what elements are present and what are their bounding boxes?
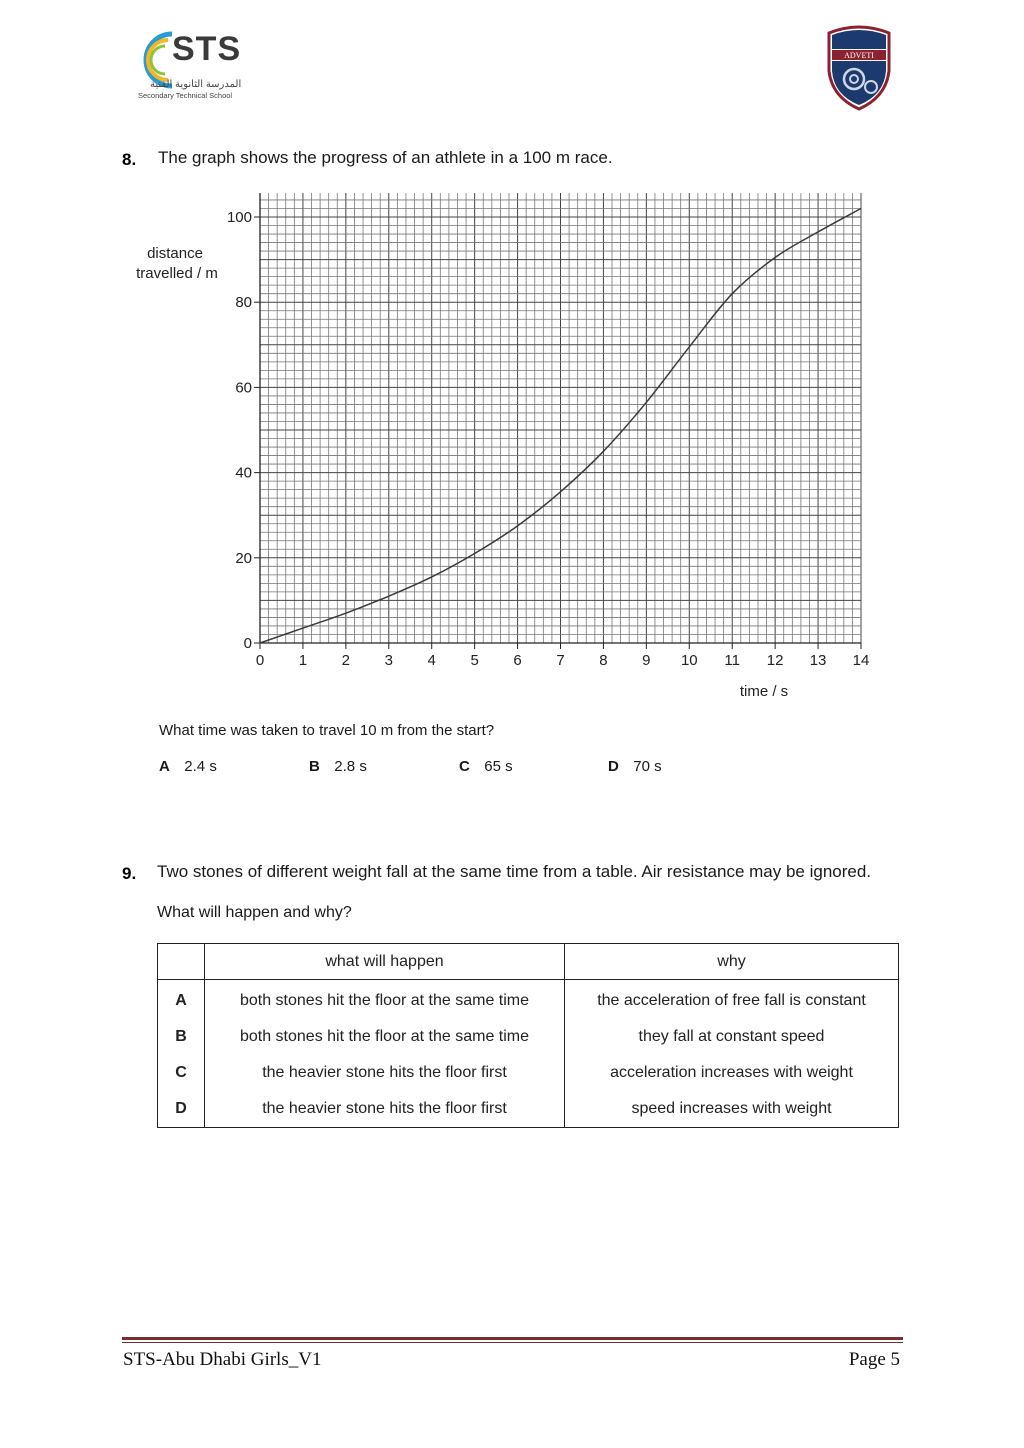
row-happen: the heavier stone hits the floor first (205, 1091, 565, 1128)
x-tick-label: 6 (513, 652, 522, 669)
row-why: the acceleration of free fall is constant (565, 980, 899, 1020)
x-tick-label: 2 (341, 652, 351, 669)
y-axis-label-line1: distance (147, 245, 203, 262)
option-d[interactable] (608, 758, 662, 776)
adveti-logo-icon (824, 25, 894, 111)
option-c-value: 65 s (484, 758, 513, 775)
option-d-letter: D (608, 758, 619, 775)
question-9-table (157, 943, 899, 1128)
row-letter: A (158, 980, 205, 1020)
table-row[interactable] (158, 1055, 899, 1091)
sts-logo-arabic: المدرسة الثانوية الفنية (150, 79, 242, 90)
distance-time-chart (120, 185, 900, 715)
table-row[interactable] (158, 1019, 899, 1055)
row-why: they fall at constant speed (565, 1019, 899, 1055)
x-tick-label: 7 (556, 652, 565, 669)
x-tick-label: 4 (427, 652, 436, 669)
footer-rule-thin (122, 1342, 903, 1343)
row-letter: B (158, 1019, 205, 1055)
option-a-letter: A (159, 758, 170, 775)
y-tick-label: 100 (226, 209, 252, 226)
table-header-letter (158, 944, 205, 980)
table-row[interactable] (158, 980, 899, 1020)
y-axis-label-line2: travelled / m (136, 265, 218, 282)
x-tick-label: 1 (298, 652, 308, 669)
y-tick-label: 80 (235, 294, 252, 312)
question-8-question: What time was taken to travel 10 m from the start? (159, 722, 495, 739)
x-axis-label: time / s (739, 683, 789, 700)
x-tick-label: 5 (470, 652, 479, 669)
page-number: Page 5 (848, 1349, 900, 1370)
row-happen: both stones hit the floor at the same time (205, 980, 565, 1020)
footer-left-text: STS-Abu Dhabi Girls_V1 (123, 1349, 322, 1370)
question-8-number: 8. (122, 150, 137, 169)
row-letter: D (158, 1091, 205, 1128)
option-b-value: 2.8 s (334, 758, 367, 775)
option-b-letter: B (309, 758, 320, 775)
row-happen: the heavier stone hits the floor first (205, 1055, 565, 1091)
table-header-happen: what will happen (205, 944, 565, 980)
row-why: acceleration increases with weight (565, 1055, 899, 1091)
sts-logo-english: Secondary Technical School (138, 91, 233, 100)
row-happen: both stones hit the floor at the same time (205, 1019, 565, 1055)
option-a-value: 2.4 s (184, 758, 217, 775)
row-why: speed increases with weight (565, 1091, 899, 1128)
table-header-why: why (565, 944, 899, 980)
option-c[interactable] (459, 758, 513, 776)
y-tick-label: 20 (235, 549, 252, 567)
x-tick-label: 9 (642, 652, 651, 669)
question-9-number: 9. (122, 864, 137, 883)
y-tick-label: 60 (235, 379, 252, 397)
footer-rule-thick (122, 1337, 903, 1340)
question-8-prompt: The graph shows the progress of an athlete in a 100 m race. (158, 148, 613, 167)
x-tick-label: 13 (809, 652, 827, 669)
option-b[interactable] (309, 758, 367, 776)
adveti-logo-text: ADVETI (844, 51, 874, 60)
y-tick-label: 40 (235, 464, 252, 482)
x-tick-label: 3 (384, 652, 393, 669)
row-letter: C (158, 1055, 205, 1091)
question-9-question: What will happen and why? (157, 904, 352, 921)
x-tick-label: 12 (766, 652, 784, 669)
y-tick-label: 0 (243, 635, 252, 652)
option-c-letter: C (459, 758, 470, 775)
table-row[interactable] (158, 1091, 899, 1128)
option-d-value: 70 s (633, 758, 662, 775)
question-9-prompt: Two stones of different weight fall at the same time from a table. Air resistance may be ignored. (157, 862, 872, 881)
sts-logo-text: STS (172, 30, 242, 68)
x-tick-label: 14 (852, 652, 870, 669)
x-tick-label: 11 (724, 652, 741, 669)
x-tick-label: 8 (599, 652, 608, 669)
option-a[interactable] (159, 758, 217, 776)
table-header-row (158, 944, 899, 980)
x-tick-label: 10 (680, 652, 698, 669)
x-tick-label: 0 (255, 652, 265, 669)
